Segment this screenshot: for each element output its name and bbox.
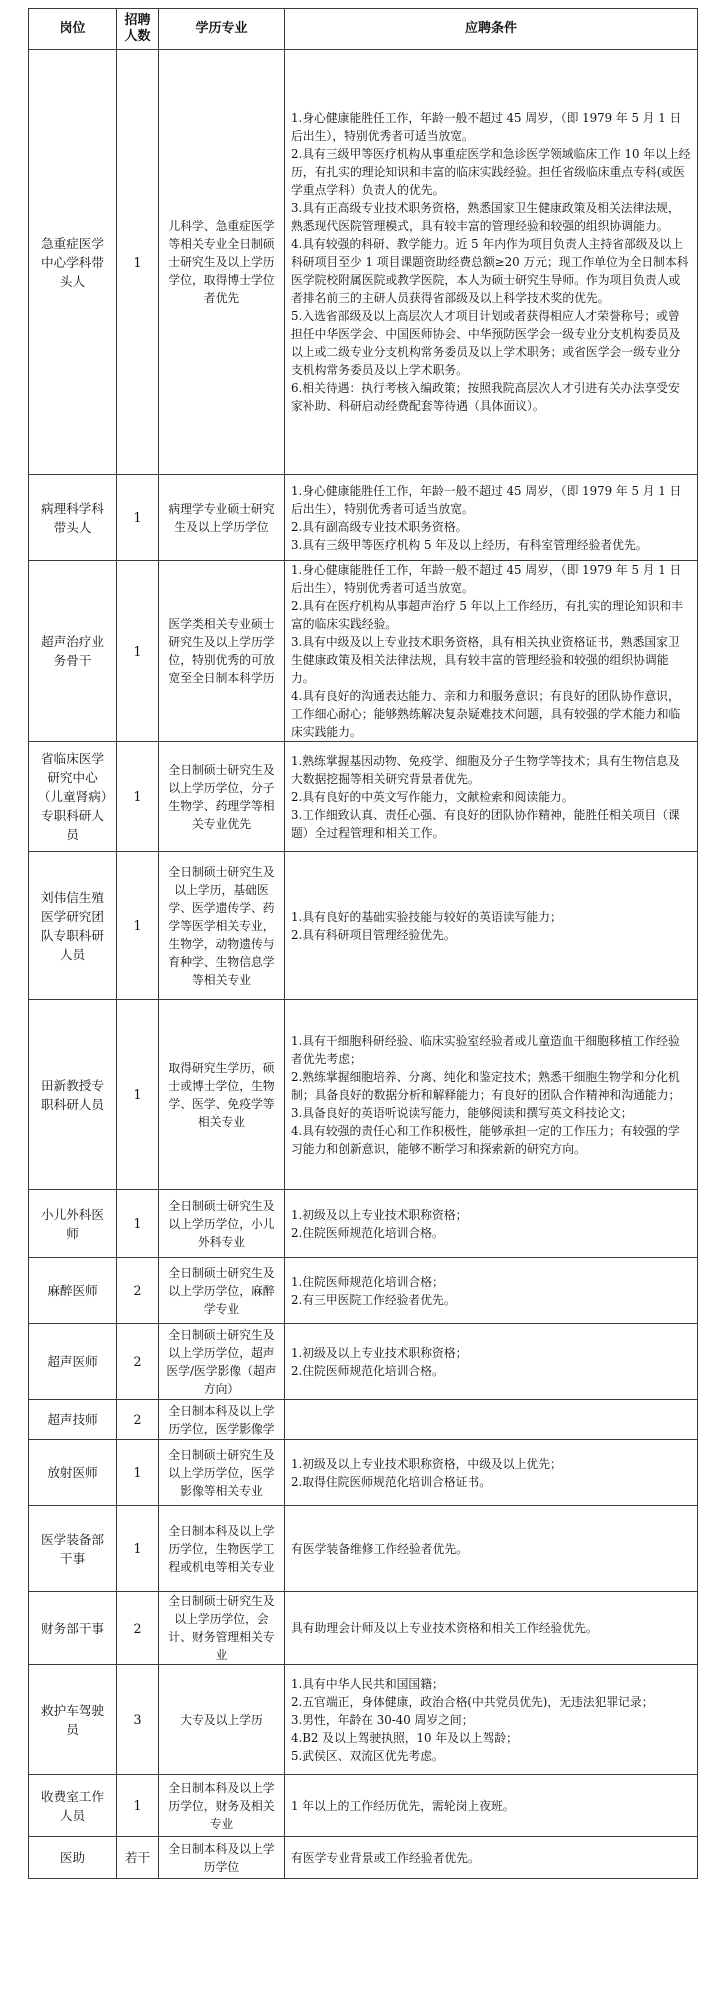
cell-requirements <box>285 1400 698 1440</box>
cell-position: 超声技师 <box>29 1400 117 1440</box>
cell-requirements <box>285 50 698 475</box>
requirement-item: 4.具有较强的责任心和工作积极性，能够承担一定的工作压力；有较强的学习能力和创新意识，能够不断学习和探索新的研究方向。 <box>291 1123 680 1156</box>
cell-position: 放射医师 <box>29 1440 117 1506</box>
requirement-item: 2.有三甲医院工作经验者优先。 <box>291 1292 456 1307</box>
requirement-item: 2.具有科研项目管理经验优先。 <box>291 927 456 942</box>
requirement-item: 1.初级及以上专业技术职称资格； <box>291 1207 468 1222</box>
cell-count: 3 <box>117 1665 159 1775</box>
requirement-item: 6.相关待遇：执行考核入编政策；按照我院高层次人才引进有关办法享受安家补助、科研启动经费配套等待遇（具体面议）。 <box>291 381 680 413</box>
cell-education: 大专及以上学历 <box>159 1665 285 1775</box>
table-row <box>29 1506 698 1592</box>
cell-position: 超声治疗业务骨干 <box>29 561 117 742</box>
requirement-item: 有医学装备维修工作经验者优先。 <box>291 1541 468 1556</box>
header-requirements: 应聘条件 <box>285 9 698 50</box>
requirement-item: 3.具有正高级专业技术职务资格，熟悉国家卫生健康政策及相关法律法规，熟悉现代医院管理模式，具有较丰富的管理经验和较强的组织协调能力。 <box>291 201 680 233</box>
requirement-item: 4.B2 及以上驾驶执照，10 年及以上驾龄； <box>291 1730 518 1745</box>
cell-requirements <box>285 1775 698 1837</box>
requirement-item: 3.具有中级及以上专业技术职务资格，具有相关执业资格证书，熟悉国家卫生健康政策及相关法律法规，具有较丰富的管理经验和较强的组织协调能力。 <box>291 635 680 685</box>
table-row <box>29 1665 698 1775</box>
requirement-item: 2.住院医师规范化培训合格。 <box>291 1363 444 1378</box>
table-row <box>29 561 698 742</box>
requirement-item: 2.取得住院医师规范化培训合格证书。 <box>291 1474 492 1489</box>
table-body <box>29 50 698 1879</box>
cell-position: 超声医师 <box>29 1324 117 1400</box>
table-row <box>29 1775 698 1837</box>
requirement-item: 有医学专业背景或工作经验者优先。 <box>291 1850 480 1865</box>
requirement-item: 1.身心健康能胜任工作，年龄一般不超过 45 周岁，（即 1979 年 5 月 1 日后出生），特别优秀者可适当放宽。 <box>291 483 682 516</box>
requirement-item: 4.具有良好的沟通表达能力、亲和力和服务意识；有良好的团队协作意识，工作细心耐心；能够熟练解决复杂疑难技术问题，具有较强的学术能力和临床实践能力。 <box>291 689 681 739</box>
cell-requirements <box>285 1258 698 1324</box>
requirement-item: 3.具备良好的英语听说读写能力，能够阅读和撰写英文科技论文； <box>291 1105 633 1120</box>
requirement-item: 2.具有三级甲等医疗机构从事重症医学和急诊医学领域临床工作 10 年以上经历，有扎实的理论知识和丰富的临床实践经验。担任省级临床重点专科(或医学重点学科）负责人的优先。 <box>291 147 691 197</box>
cell-requirements <box>285 852 698 1000</box>
requirement-item: 1.具有干细胞科研经验、临床实验室经验者或儿童造血干细胞移植工作经验者优先考虑； <box>291 1033 680 1066</box>
cell-education: 取得研究生学历，硕士或博士学位，生物学、医学、免疫学等相关专业 <box>159 1000 285 1190</box>
cell-requirements <box>285 561 698 742</box>
requirement-item: 具有助理会计师及以上专业技术资格和相关工作经验优先。 <box>291 1621 598 1635</box>
cell-position: 病理科学科带头人 <box>29 475 117 561</box>
cell-education: 全日制本科及以上学历学位，财务及相关专业 <box>159 1775 285 1837</box>
cell-requirements <box>285 1000 698 1190</box>
cell-count: 2 <box>117 1324 159 1400</box>
cell-count: 1 <box>117 742 159 852</box>
cell-education: 全日制硕士研究生及以上学历学位，超声医学/医学影像（超声方向） <box>159 1324 285 1400</box>
requirement-item: 1.身心健康能胜任工作，年龄一般不超过 45 周岁，（即 1979 年 5 月 1 日后出生），特别优秀者可适当放宽。 <box>291 111 682 143</box>
cell-count: 1 <box>117 1190 159 1258</box>
cell-requirements <box>285 1440 698 1506</box>
cell-count: 1 <box>117 1506 159 1592</box>
cell-position: 医助 <box>29 1837 117 1879</box>
cell-position: 小儿外科医师 <box>29 1190 117 1258</box>
requirement-item: 1.初级及以上专业技术职称资格，中级及以上优先； <box>291 1456 562 1471</box>
cell-requirements <box>285 1506 698 1592</box>
requirement-item: 3.工作细致认真、责任心强、有良好的团队协作精神，能胜任相关项目（课题）全过程管理和相关工作。 <box>291 807 680 840</box>
cell-position: 收费室工作人员 <box>29 1775 117 1837</box>
cell-position: 麻醉医师 <box>29 1258 117 1324</box>
requirement-item: 1.住院医师规范化培训合格； <box>291 1274 444 1289</box>
requirement-item: 1.熟练掌握基因动物、免疫学、细胞及分子生物学等技术；具有生物信息及大数据挖掘等相关研究背景者优先。 <box>291 753 680 786</box>
header-position: 岗位 <box>29 9 117 50</box>
table-row <box>29 1837 698 1879</box>
cell-count: 1 <box>117 475 159 561</box>
table-row <box>29 1400 698 1440</box>
cell-education: 全日制本科及以上学历学位，医学影像学 <box>159 1400 285 1440</box>
cell-count: 1 <box>117 1440 159 1506</box>
table-header-row <box>29 9 698 50</box>
requirement-item: 2.具有在医疗机构从事超声治疗 5 年以上工作经历，有扎实的理论知识和丰富的临床实践经验。 <box>291 599 683 631</box>
requirement-item: 1.初级及以上专业技术职称资格； <box>291 1345 468 1360</box>
cell-position: 医学装备部干事 <box>29 1506 117 1592</box>
cell-position: 急重症医学中心学科带头人 <box>29 50 117 475</box>
requirement-item: 2.住院医师规范化培训合格。 <box>291 1225 444 1240</box>
cell-education: 全日制本科及以上学历学位，生物医学工程或机电等相关专业 <box>159 1506 285 1592</box>
requirement-item: 4.具有较强的科研、教学能力。近 5 年内作为项目负责人主持省部级及以上科研项目至少 1 项目课题资助经费总额≥20 万元；现工作单位为全日制本科医学院校附属医院或教学医院，本人为硕士研究生导师。作为项目负责人或者排名前三的主研人员获得省部级及以上科学技术奖的优先。 <box>291 237 689 305</box>
header-education: 学历专业 <box>159 9 285 50</box>
table-row <box>29 1440 698 1506</box>
cell-count: 2 <box>117 1592 159 1665</box>
cell-education: 医学类相关专业硕士研究生及以上学历学位，特别优秀的可放宽至全日制本科学历 <box>159 561 285 742</box>
requirement-item: 2.具有副高级专业技术职务资格。 <box>291 519 468 534</box>
requirement-item: 1.身心健康能胜任工作，年龄一般不超过 45 周岁，（即 1979 年 5 月 1 日后出生），特别优秀者可适当放宽。 <box>291 563 682 595</box>
cell-position: 救护车驾驶员 <box>29 1665 117 1775</box>
cell-requirements <box>285 1665 698 1775</box>
table-row <box>29 1258 698 1324</box>
table-row <box>29 1592 698 1665</box>
requirement-item: 5.武侯区、双流区优先考虑。 <box>291 1748 444 1763</box>
requirement-item: 5.入选省部级及以上高层次人才项目计划或者获得相应人才荣誉称号；或曾担任中华医学会、中国医师协会、中华预防医学会一级专业分支机构委员及以上或二级专业分支机构常务委员及以上学术职务；或省医学会一级专业分支机构常务委员及以上学术职务。 <box>291 309 681 377</box>
cell-requirements <box>285 742 698 852</box>
cell-count: 1 <box>117 1775 159 1837</box>
table-row <box>29 742 698 852</box>
table-row <box>29 1324 698 1400</box>
cell-education: 全日制硕士研究生及以上学历学位，会计、财务管理相关专业 <box>159 1592 285 1665</box>
requirement-item: 3.男性，年龄在 30-40 周岁之间； <box>291 1712 474 1727</box>
table-row <box>29 1000 698 1190</box>
table-row <box>29 50 698 475</box>
table-row <box>29 1190 698 1258</box>
cell-count: 1 <box>117 50 159 475</box>
cell-count: 若干 <box>117 1837 159 1879</box>
cell-education: 全日制硕士研究生及以上学历学位，小儿外科专业 <box>159 1190 285 1258</box>
cell-education: 全日制硕士研究生及以上学历学位，医学影像等相关专业 <box>159 1440 285 1506</box>
requirement-item: 2.具有良好的中英文写作能力，文献检索和阅读能力。 <box>291 789 574 804</box>
cell-position: 田新教授专职科研人员 <box>29 1000 117 1190</box>
cell-education: 全日制本科及以上学历学位 <box>159 1837 285 1879</box>
requirement-item: 1.具有中华人民共和国国籍； <box>291 1676 444 1691</box>
cell-education: 全日制硕士研究生及以上学历，基础医学、医学遗传学、药学等医学相关专业，生物学，动物遗传与育种学、生物信息学等相关专业 <box>159 852 285 1000</box>
cell-requirements <box>285 1190 698 1258</box>
requirement-item: 1.具有良好的基础实验技能与较好的英语读写能力； <box>291 909 562 924</box>
cell-count: 1 <box>117 852 159 1000</box>
cell-count: 1 <box>117 561 159 742</box>
cell-requirements <box>285 475 698 561</box>
cell-count: 1 <box>117 1000 159 1190</box>
cell-requirements <box>285 1592 698 1665</box>
cell-education: 全日制硕士研究生及以上学历学位，分子生物学、药理学等相关专业优先 <box>159 742 285 852</box>
table-row <box>29 475 698 561</box>
requirement-item: 3.具有三级甲等医疗机构 5 年及以上经历，有科室管理经验者优先。 <box>291 537 648 552</box>
cell-position: 省临床医学研究中心（儿童肾病）专职科研人员 <box>29 742 117 852</box>
cell-count: 2 <box>117 1258 159 1324</box>
cell-education: 病理学专业硕士研究生及以上学历学位 <box>159 475 285 561</box>
cell-count: 2 <box>117 1400 159 1440</box>
cell-position: 财务部干事 <box>29 1592 117 1665</box>
cell-education: 全日制硕士研究生及以上学历学位，麻醉学专业 <box>159 1258 285 1324</box>
cell-education: 儿科学、急重症医学等相关专业全日制硕士研究生及以上学历学位，取得博士学位者优先 <box>159 50 285 475</box>
cell-requirements <box>285 1324 698 1400</box>
header-count: 招聘 人数 <box>117 9 159 50</box>
requirement-item: 2.熟练掌握细胞培养、分离、纯化和鉴定技术；熟悉干细胞生物学和分化机制；具备良好的数据分析和解释能力；有良好的团队合作精神和沟通能力； <box>291 1069 681 1102</box>
requirement-item: 2.五官端正，身体健康，政治合格(中共党员优先)，无违法犯罪记录； <box>291 1694 654 1709</box>
cell-requirements <box>285 1837 698 1879</box>
table-row <box>29 852 698 1000</box>
requirement-item: 1 年以上的工作经历优先，需轮岗上夜班。 <box>291 1798 515 1813</box>
recruitment-table <box>28 8 698 1879</box>
cell-position: 刘伟信生殖医学研究团队专职科研人员 <box>29 852 117 1000</box>
